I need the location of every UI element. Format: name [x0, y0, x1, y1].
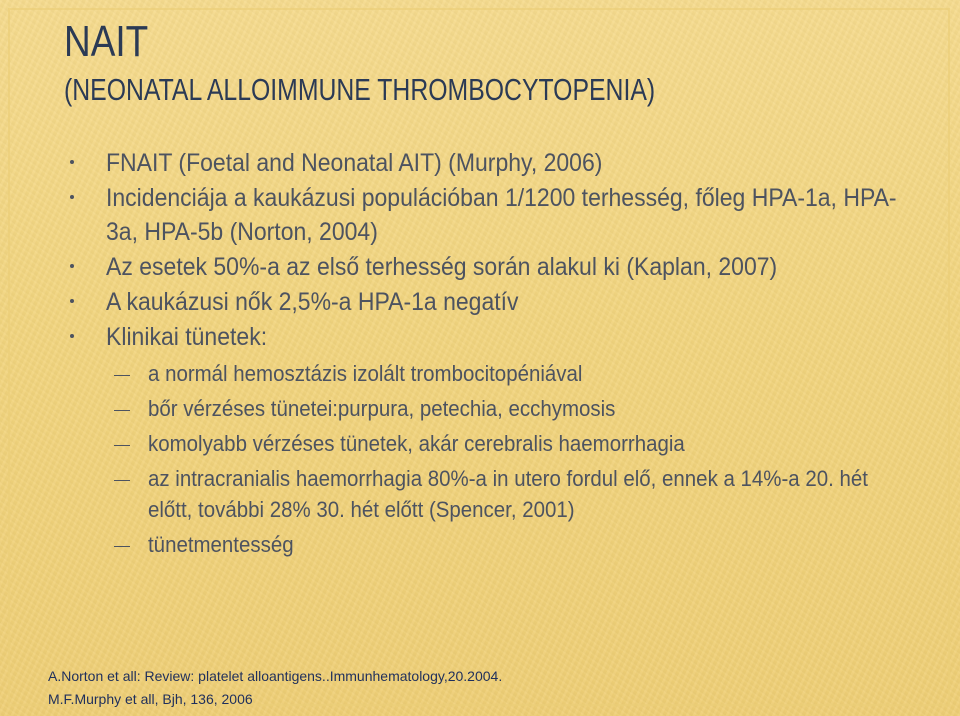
slide-subtitle: (NEONATAL ALLOIMMUNE THROMBOCYTOPENIA)	[64, 72, 656, 107]
dash-icon	[114, 480, 130, 481]
bullet-text: Klinikai tünetek:	[106, 323, 268, 351]
slide-content	[70, 146, 930, 560]
sub-item-text: bőr vérzéses tünetei:purpura, petechia, ecchymosis	[148, 396, 616, 421]
bullet-text: Incidenciája a kaukázusi populációban 1/1200 terhesség, főleg HPA-1a, HPA-3a, HPA-5b (Norton, 2004)	[106, 184, 897, 246]
sub-item	[70, 393, 930, 424]
bullet-text: FNAIT (Foetal and Neonatal AIT) (Murphy, 2006)	[106, 149, 603, 177]
sub-item	[70, 358, 930, 389]
sub-item-text: a normál hemosztázis izolált trombocitopéniával	[148, 361, 583, 386]
sub-item-text: az intracranialis haemorrhagia 80%-a in utero fordul elő, ennek a 14%-a 20. hét előtt, további 28% 30. hét előtt (Spencer, 2001)	[148, 466, 868, 522]
bullet-text: A kaukázusi nők 2,5%-a HPA-1a negatív	[106, 288, 519, 316]
bullet-dot-icon	[70, 160, 74, 164]
bullet-dot-icon	[70, 334, 74, 338]
reference-line: A.Norton et all: Review: platelet alloantigens..Immunhematology,20.2004.	[48, 668, 503, 684]
bullet-item	[70, 146, 930, 180]
sub-item	[70, 463, 930, 525]
bullet-item	[70, 320, 930, 354]
title-block	[64, 18, 924, 108]
sub-item	[70, 529, 930, 560]
references	[48, 665, 502, 711]
bullet-dot-icon	[70, 264, 74, 268]
bullet-item	[70, 285, 930, 319]
dash-icon	[114, 445, 130, 446]
dash-icon	[114, 546, 130, 547]
dash-icon	[114, 375, 130, 376]
dash-icon	[114, 410, 130, 411]
bullet-dot-icon	[70, 299, 74, 303]
bullet-text: Az esetek 50%-a az első terhesség során alakul ki (Kaplan, 2007)	[106, 253, 778, 281]
bullet-dot-icon	[70, 195, 74, 199]
bullet-item	[70, 181, 930, 249]
sub-item-text: komolyabb vérzéses tünetek, akár cerebralis haemorrhagia	[148, 431, 685, 456]
reference-line: M.F.Murphy et all, Bjh, 136, 2006	[48, 691, 253, 707]
sub-item-text: tünetmentesség	[148, 532, 294, 557]
bullet-item	[70, 250, 930, 284]
slide-title: NAIT	[64, 17, 149, 66]
sub-item	[70, 428, 930, 459]
